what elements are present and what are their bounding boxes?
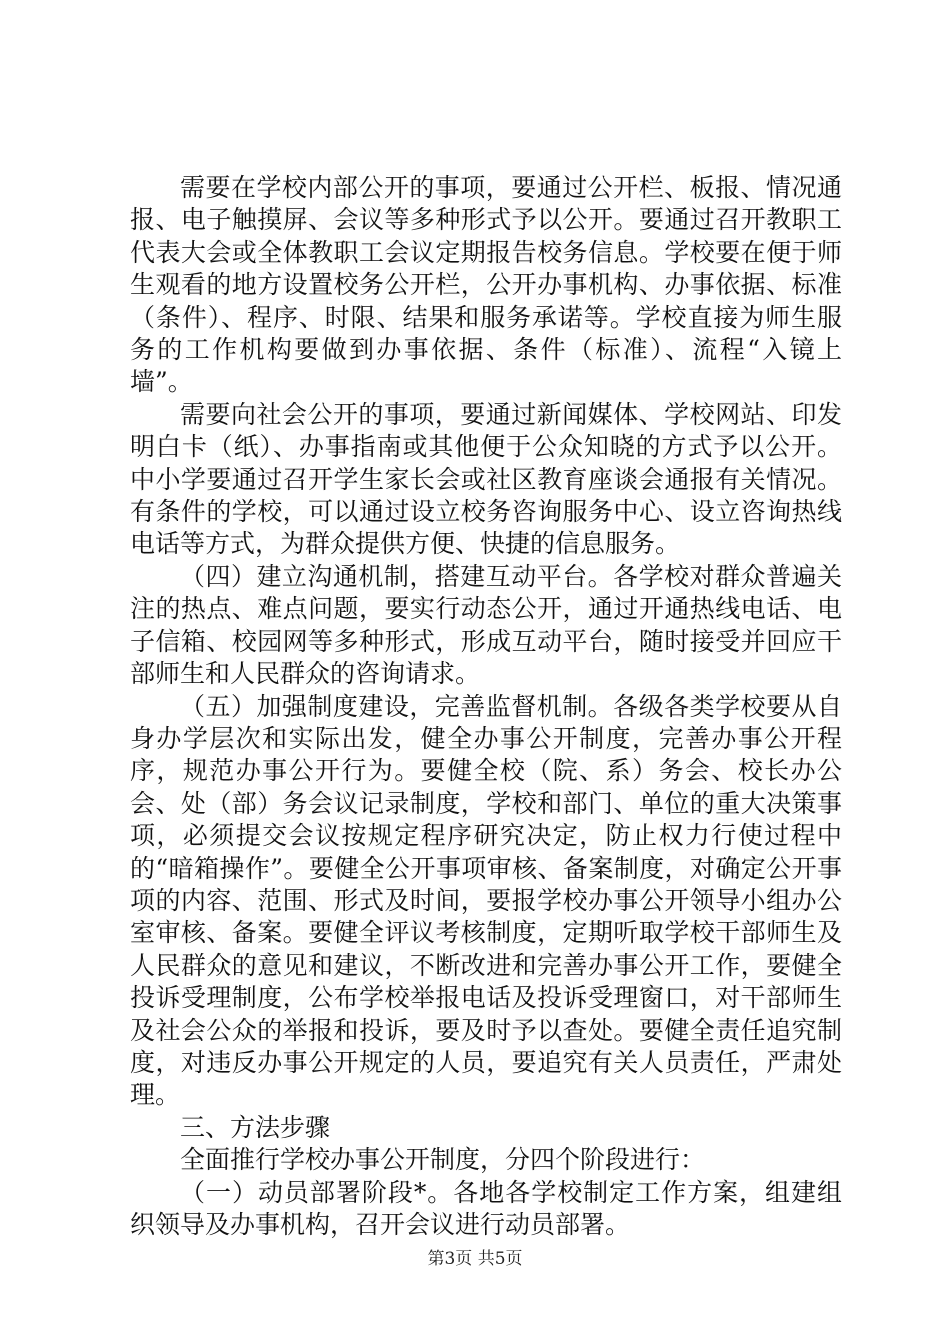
paragraph-system-construction: （五）加强制度建设，完善监督机制。各级各类学校要从自身办学层次和实际出发，健全办事公开制度，完善办事公开程序，规范办事公开行为。要健全校（院、系）务会、校长办公会、处（部）务会议记录制度，学校和部门、单位的重大决策事项，必须提交会议按规定程序研究决定，防止权力行使过程中的“暗箱操作”。要健全公开事项审核、备案制度，对确定公开事项的内容、范围、形式及时间，要报学校办事公开领导小组办公室审核、备案。要健全评议考核制度，定期听取学校干部师生及人民群众的意见和建议，不断改进和完善办事公开工作，要健全投诉受理制度，公布学校举报电话及投诉受理窗口，对干部师生及社会公众的举报和投诉，要及时予以查处。要健全责任追究制度，对违反办事公开规定的人员，要追究有关人员责任，严肃处理。 bbox=[130, 691, 842, 1110]
document-body bbox=[130, 172, 842, 1241]
paragraph-communication-mechanism: （四）建立沟通机制，搭建互动平台。各学校对群众普遍关注的热点、难点问题，要实行动态公开，通过开通热线电话、电子信箱、校园网等多种形式，形成互动平台，随时接受并回应干部师生和人民群众的咨询请求。 bbox=[130, 561, 842, 689]
paragraph-public-disclosure: 需要向社会公开的事项，要通过新闻媒体、学校网站、印发明白卡（纸）、办事指南或其他便于公众知晓的方式予以公开。中小学要通过召开学生家长会或社区教育座谈会通报有关情况。有条件的学校，可以通过设立校务咨询服务中心、设立咨询热线电话等方式，为群众提供方便、快捷的信息服务。 bbox=[130, 399, 842, 559]
paragraph-four-stages: 全面推行学校办事公开制度，分四个阶段进行： bbox=[180, 1145, 706, 1175]
section-heading-methods: 三、方法步骤 bbox=[180, 1112, 331, 1142]
paragraph-stage-one: （一）动员部署阶段*。各地各学校制定工作方案，组建组织领导及办事机构，召开会议进行动员部署。 bbox=[130, 1177, 842, 1239]
paragraph-internal-disclosure: 需要在学校内部公开的事项，要通过公开栏、板报、情况通报、电子触摸屏、会议等多种形式予以公开。要通过召开教职工代表大会或全体教职工会议定期报告校务信息。学校要在便于师生观看的地方设置校务公开栏，公开办事机构、办事依据、标准（条件）、程序、时限、结果和服务承诺等。学校直接为师生服务的工作机构要做到办事依据、条件（标准）、流程“入镜上墙”。 bbox=[130, 173, 842, 397]
page-number-footer: 第3页 共5页 bbox=[427, 1249, 523, 1269]
